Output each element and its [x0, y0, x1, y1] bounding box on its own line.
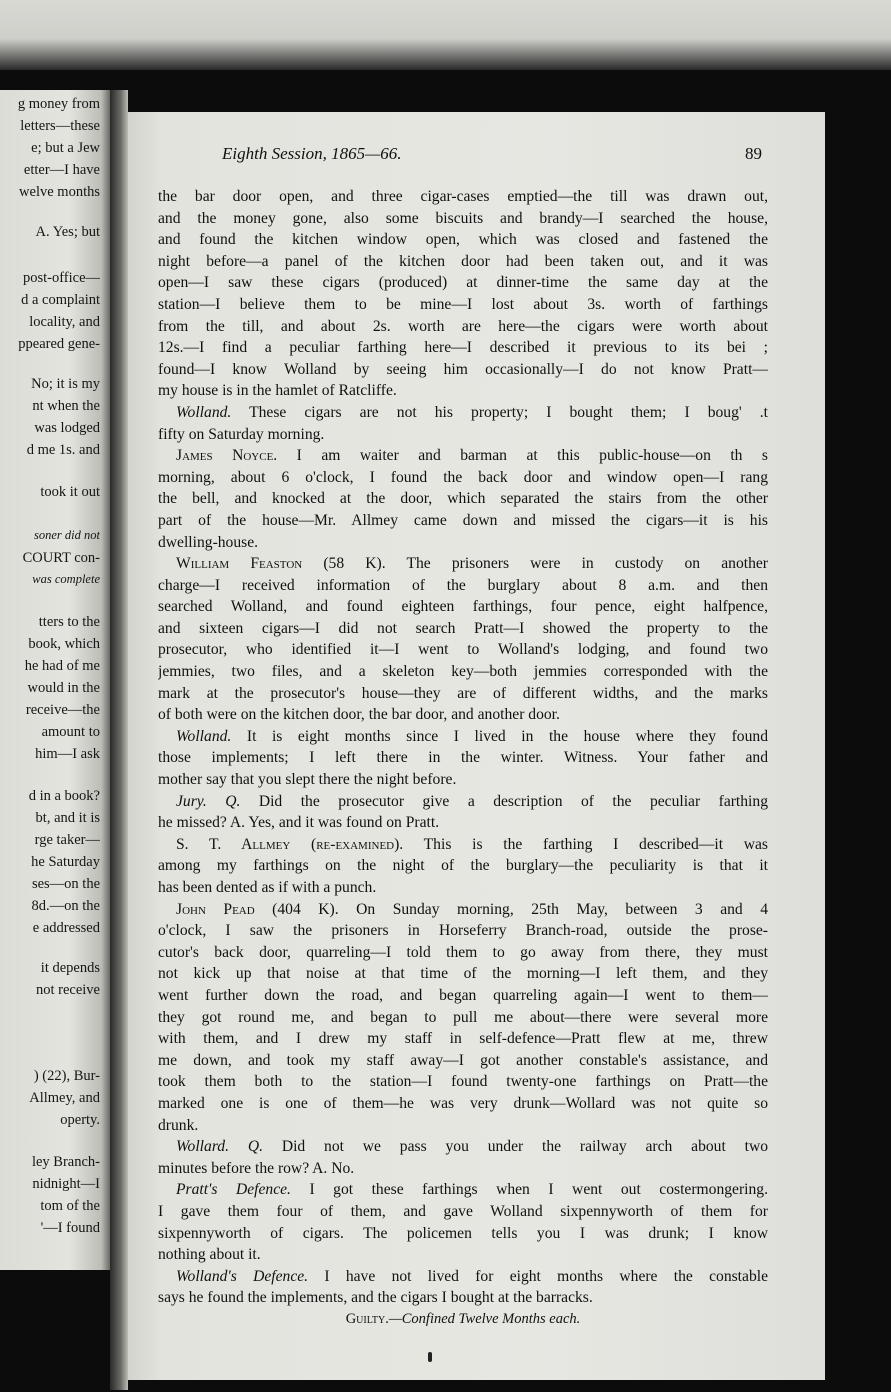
line-text: of both were on the kitchen door, the bar door, and another door. — [158, 706, 560, 724]
left-page-fragment — [0, 90, 115, 1270]
text-line — [158, 532, 768, 554]
line-text: These cigars are not his property; I bought them; I boug' .t — [231, 403, 768, 421]
text-line — [158, 294, 768, 316]
speaker-label: S. T. Allmey (re-examined). — [176, 835, 404, 853]
text-line — [158, 1158, 768, 1180]
line-text: I got these farthings when I went out costermongering. — [290, 1181, 768, 1199]
left-page-line: e; but a Jew — [31, 140, 100, 156]
line-text: jemmies, two files, and a skeleton key—both jemmies corresponded with the — [158, 663, 768, 681]
line-text: those implements; I left there in the winter. Witness. Your father and — [158, 749, 768, 767]
left-page-line: was complete — [32, 572, 100, 586]
text-line — [158, 920, 768, 942]
line-text: On Sunday morning, 25th May, between 3 and 4 — [338, 900, 768, 918]
paragraph — [158, 726, 768, 791]
line-text: he missed? A. Yes, and it was found on Pratt. — [158, 814, 440, 832]
left-page-line: welve months — [19, 184, 100, 200]
line-text: I gave them four of them, and gave Wolland sixpennyworth of them for — [158, 1202, 768, 1220]
left-page-line: ) (22), Bur- — [33, 1068, 100, 1084]
text-line — [158, 1201, 768, 1223]
speaker-label: Wollard. Q. — [176, 1138, 263, 1156]
book-gutter — [110, 90, 128, 1390]
left-page-line: d a complaint — [21, 292, 100, 308]
left-page-line: tom of the — [40, 1198, 100, 1214]
text-line — [158, 596, 768, 618]
line-text: not kick up that noise at that time of the morning—I left them, and they — [158, 965, 768, 983]
page-top-edge — [0, 0, 891, 70]
left-page-line: COURT con- — [22, 550, 100, 566]
line-text: took them both to the station—I found twenty-one farthings on Pratt—the — [158, 1073, 768, 1091]
text-line — [158, 467, 768, 489]
text-line — [158, 1287, 768, 1309]
text-line — [158, 359, 768, 381]
text-line — [158, 337, 768, 359]
paragraph — [158, 445, 768, 553]
line-text: they got round me, and began to pull me about—there were several more — [158, 1008, 768, 1026]
speaker-label: James Noyce. — [176, 447, 278, 465]
paragraph — [158, 186, 768, 402]
line-text: and sixteen cigars—I did not search Pratt—I showed the property to the — [158, 619, 768, 637]
text-line — [158, 575, 768, 597]
speaker-label: John Pead (404 K). — [176, 900, 339, 918]
line-text: prosecutor, who identified it—I went to Wolland's lodging, and found two — [158, 641, 768, 659]
speaker-label: William Feaston (58 K). — [176, 555, 386, 573]
line-text: mother say that you slept there the night before. — [158, 771, 457, 789]
line-text: mark at the prosecutor's house—they are of different widths, and the marks — [158, 684, 768, 702]
text-line — [158, 251, 768, 273]
paragraph — [158, 1136, 768, 1179]
line-text: Did the prosecutor give a description of the peculiar farthing — [240, 792, 768, 810]
text-line — [158, 791, 768, 813]
speaker-label: Pratt's Defence. — [176, 1181, 291, 1199]
line-text: and found the kitchen window open, which was closed and fastened the — [158, 231, 768, 249]
text-line — [158, 186, 768, 208]
left-page-line: Allmey, and — [29, 1090, 100, 1106]
left-page-line: ley Branch- — [31, 1154, 100, 1170]
left-page-line: not receive — [35, 982, 100, 998]
left-page-line: was lodged — [34, 420, 100, 436]
text-line — [158, 985, 768, 1007]
left-page-line: took it out — [40, 484, 100, 500]
text-line — [158, 402, 768, 424]
left-page-line: ppeared gene- — [18, 336, 100, 352]
speaker-label: Jury. Q. — [176, 792, 241, 810]
text-line — [158, 1007, 768, 1029]
text-line — [158, 1093, 768, 1115]
left-page-line: bt, and it is — [35, 810, 100, 826]
line-text: found—I know Wolland by seeing him occasionally—I do not know Pratt— — [158, 360, 768, 378]
text-line — [158, 1136, 768, 1158]
paragraph — [158, 899, 768, 1137]
left-page-line: etter—I have — [23, 162, 100, 178]
left-page-line: he Saturday — [31, 854, 100, 870]
line-text: among my farthings on the night of the burglary—the peculiarity is that it — [158, 857, 768, 875]
left-page-line: nidnight—I — [32, 1176, 100, 1192]
line-text: the bar door open, and three cigar-cases emptied—the till was drawn out, — [158, 188, 768, 205]
paragraph — [158, 1266, 768, 1309]
line-text: the bell, and knocked at the door, which separated the stairs from the other — [158, 490, 768, 508]
line-text: has been dented as if with a punch. — [158, 879, 377, 896]
line-text: morning, about 6 o'clock, I found the back door and window open—I rang — [158, 468, 768, 486]
line-text: Did not we pass you under the railway arch about two — [263, 1138, 768, 1156]
text-line — [158, 229, 768, 251]
text-line — [158, 899, 768, 921]
left-page-line: g money from — [17, 96, 100, 112]
line-text: with them, and I drew my staff in self-defence—Pratt flew at me, threw — [158, 1030, 768, 1048]
text-line — [158, 855, 768, 877]
verdict-sentence: —Confined Twelve Months each. — [388, 1310, 581, 1327]
line-text: nothing about it. — [158, 1246, 261, 1264]
line-text: I am waiter and barman at this public-house—on th s — [277, 447, 768, 465]
text-line — [158, 1179, 768, 1201]
text-line — [158, 1266, 768, 1288]
line-text: marked one is one of them—he was very drunk—Wollard was not quite so — [158, 1094, 768, 1112]
text-line — [158, 424, 768, 446]
text-line — [158, 812, 768, 834]
text-line — [158, 747, 768, 769]
line-text: It is eight months since I lived in the house where they found — [231, 727, 768, 745]
text-line — [158, 877, 768, 899]
left-page-line: tters to the — [38, 614, 100, 630]
text-line — [158, 1071, 768, 1093]
left-page-line: 8d.—on the — [31, 898, 100, 914]
line-text: my house is in the hamlet of Ratcliffe. — [158, 382, 397, 400]
text-line — [158, 769, 768, 791]
text-line — [158, 272, 768, 294]
line-text: The prisoners were in custody on another — [385, 555, 768, 573]
left-page-line: book, which — [28, 636, 100, 652]
verdict — [158, 1309, 768, 1331]
text-line — [158, 726, 768, 748]
left-page-line: receive—the — [25, 702, 100, 718]
left-page-line: amount to — [41, 724, 100, 740]
left-page-line: nt when the — [32, 398, 100, 414]
line-text: dwelling-house. — [158, 533, 259, 551]
text-line — [158, 1244, 768, 1266]
text-line — [158, 683, 768, 705]
page-number: 89 — [745, 144, 762, 163]
text-line — [158, 510, 768, 532]
line-text: sixpennyworth of cigars. The policemen tells you I was drunk; I know — [158, 1224, 768, 1242]
line-text: 12s.—I find a peculiar farthing here—I described it previous to its bei ; — [158, 339, 768, 357]
speaker-label: Wolland's Defence. — [176, 1267, 309, 1285]
text-line — [158, 316, 768, 338]
left-page-line: operty. — [60, 1112, 100, 1128]
verdict-label: Guilty. — [345, 1310, 389, 1327]
left-page-line: ses—on the — [31, 876, 100, 892]
left-page-line: would in the — [27, 680, 100, 696]
text-line — [158, 445, 768, 467]
left-page-line: soner did not — [34, 528, 100, 542]
line-text: o'clock, I saw the prisoners in Horseferry Branch-road, outside the prose- — [158, 922, 768, 940]
left-page-line: '—I found — [40, 1220, 100, 1236]
text-line — [158, 639, 768, 661]
left-page-line: rge taker— — [34, 832, 100, 848]
line-text: from the till, and about 2s. worth are here—the cigars were worth about — [158, 317, 768, 335]
text-line — [158, 1115, 768, 1137]
line-text: open—I saw these cigars (produced) at dinner-time the same day at the — [158, 274, 768, 292]
line-text: station—I believe them to be mine—I lost about 3s. worth of farthings — [158, 295, 768, 313]
left-page-line: he had of me — [24, 658, 100, 674]
line-text: me down, and took my staff away—I got another constable's assistance, and — [158, 1051, 768, 1069]
line-text: part of the house—Mr. Allmey came down and missed the cigars—it is his — [158, 511, 768, 529]
line-text: drunk. — [158, 1116, 199, 1134]
left-page-line: d me 1s. and — [26, 442, 100, 458]
text-line — [158, 488, 768, 510]
line-text: This is the farthing I described—it was — [403, 835, 768, 853]
left-page-line: him—I ask — [35, 746, 100, 762]
text-line — [158, 208, 768, 230]
left-page-line: No; it is my — [31, 376, 100, 392]
left-page-line: locality, and — [29, 314, 100, 330]
line-text: says he found the implements, and the cigars I bought at the barracks. — [158, 1289, 593, 1307]
running-head: Eighth Session, 1865—66. — [222, 144, 402, 163]
paragraph — [158, 791, 768, 834]
line-text: night before—a panel of the kitchen door had been taken out, and it was — [158, 252, 768, 270]
text-line — [158, 1050, 768, 1072]
text-line — [158, 553, 768, 575]
text-line — [158, 942, 768, 964]
text-line — [158, 661, 768, 683]
paragraph — [158, 553, 768, 726]
left-page-line: post-office— — [22, 270, 100, 286]
left-page-line: it depends — [40, 960, 100, 976]
paragraph — [158, 834, 768, 899]
left-page-line: d in a book? — [28, 788, 100, 804]
text-line — [158, 618, 768, 640]
line-text: searched Wolland, and found eighteen farthings, four pence, eight halfpence, — [158, 598, 768, 616]
paragraph — [158, 402, 768, 445]
text-line — [158, 380, 768, 402]
line-text: fifty on Saturday morning. — [158, 425, 325, 443]
body-text — [158, 186, 768, 1330]
line-text: and the money gone, also some biscuits and brandy—I searched the house, — [158, 209, 768, 227]
paragraph — [158, 1179, 768, 1265]
left-page-line: A. Yes; but — [35, 224, 100, 240]
line-text: went further down the road, and began quarreling again—I went to them— — [158, 986, 768, 1004]
text-line — [158, 704, 768, 726]
ink-mark — [428, 1352, 432, 1362]
left-page-line: e addressed — [32, 920, 100, 936]
line-text: minutes before the row? A. No. — [158, 1159, 355, 1177]
text-line — [158, 1223, 768, 1245]
text-line — [158, 1028, 768, 1050]
line-text: cutor's back door, quarreling—I told them to go away from there, they must — [158, 943, 768, 961]
line-text: I have not lived for eight months where the constable — [308, 1267, 768, 1285]
text-line — [158, 834, 768, 856]
left-page-line: letters—these — [20, 118, 100, 134]
text-line — [158, 963, 768, 985]
speaker-label: Wolland. — [176, 403, 232, 421]
speaker-label: Wolland. — [176, 727, 232, 745]
line-text: charge—I received information of the burglary about 8 a.m. and then — [158, 576, 768, 594]
